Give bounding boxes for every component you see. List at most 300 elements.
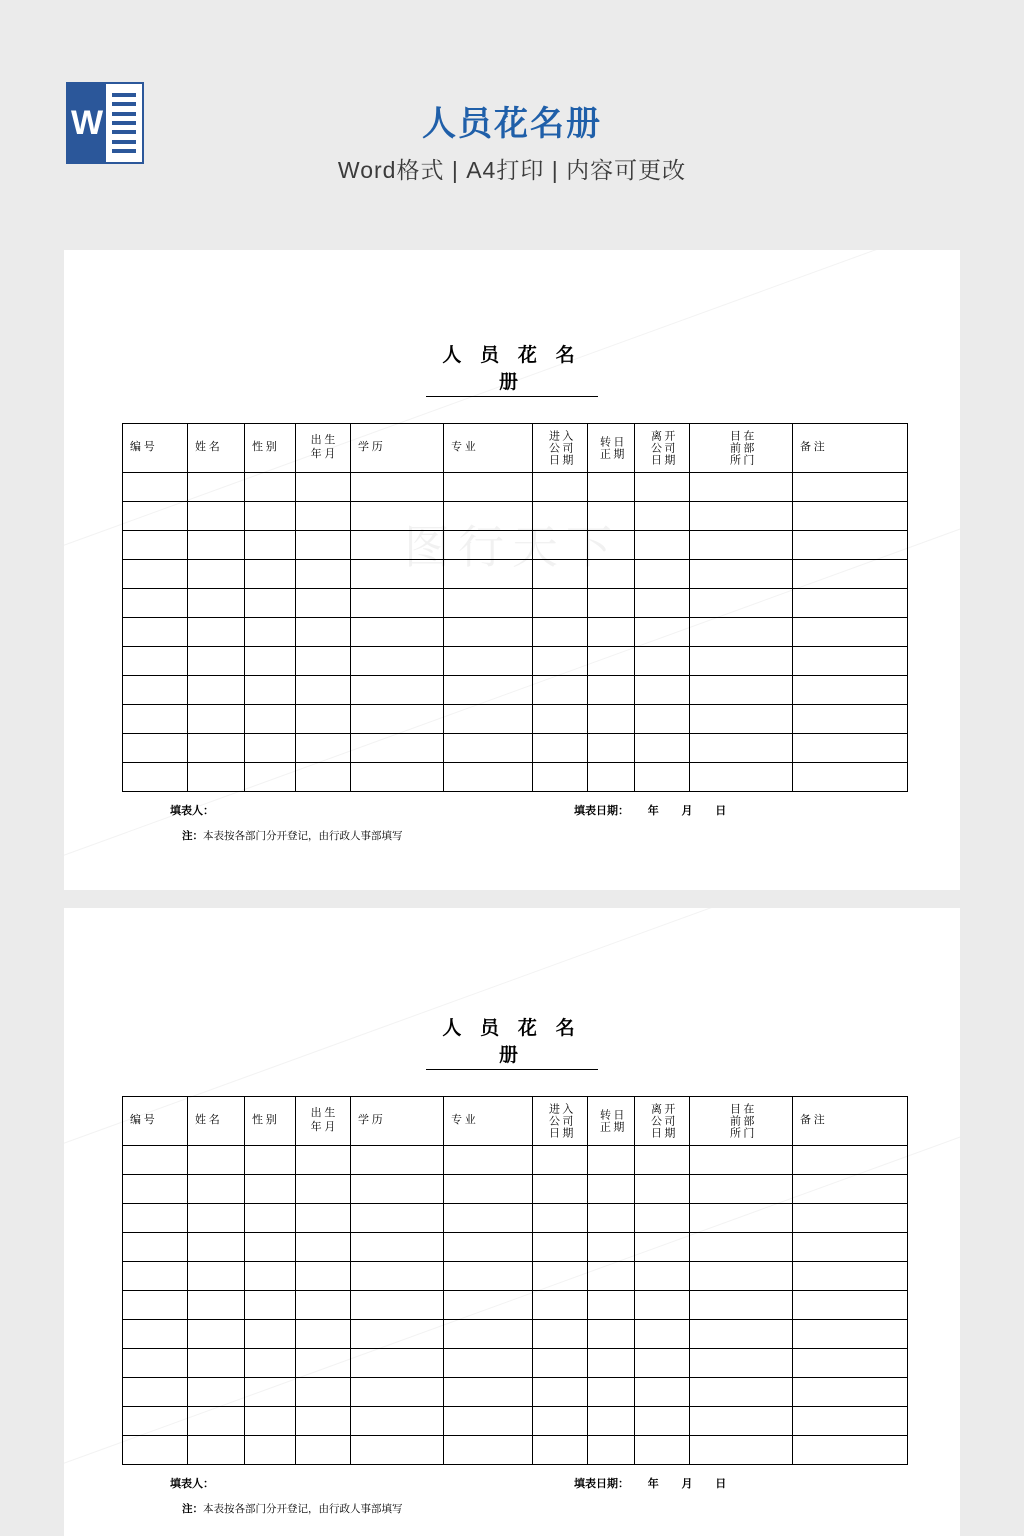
cell[interactable] (588, 1262, 635, 1291)
cell[interactable] (296, 618, 351, 647)
cell[interactable] (123, 1378, 188, 1407)
cell[interactable] (351, 1320, 444, 1349)
cell[interactable] (690, 1378, 793, 1407)
cell[interactable] (444, 589, 533, 618)
cell[interactable] (188, 1407, 245, 1436)
cell[interactable] (635, 1175, 690, 1204)
cell[interactable] (444, 473, 533, 502)
cell[interactable] (123, 1407, 188, 1436)
cell[interactable] (245, 1407, 296, 1436)
form-title-2: 人 员 花 名 册 (426, 908, 598, 1070)
cell[interactable] (690, 531, 793, 560)
page-header (0, 0, 1024, 250)
cell[interactable] (123, 531, 188, 560)
cell[interactable] (793, 763, 908, 792)
cell[interactable] (245, 473, 296, 502)
cell[interactable] (123, 1233, 188, 1262)
cell[interactable] (793, 1233, 908, 1262)
cell[interactable] (444, 734, 533, 763)
cell[interactable] (188, 1349, 245, 1378)
cell[interactable] (690, 1233, 793, 1262)
cell[interactable] (690, 705, 793, 734)
cell[interactable] (635, 647, 690, 676)
cell[interactable] (444, 1291, 533, 1320)
cell[interactable] (351, 1407, 444, 1436)
cell[interactable] (296, 705, 351, 734)
cell[interactable] (245, 1378, 296, 1407)
cell[interactable] (690, 618, 793, 647)
cell[interactable] (635, 1320, 690, 1349)
cell[interactable] (188, 763, 245, 792)
cell[interactable] (444, 560, 533, 589)
cell[interactable] (793, 734, 908, 763)
col-header-regular-date: 转正 日期 (588, 424, 635, 473)
table-row (123, 1262, 908, 1291)
cell[interactable] (245, 1146, 296, 1175)
cell[interactable] (296, 1407, 351, 1436)
cell[interactable] (351, 1233, 444, 1262)
cell[interactable] (245, 676, 296, 705)
cell[interactable] (123, 1349, 188, 1378)
cell[interactable] (188, 1378, 245, 1407)
note-prefix: 注： (182, 1504, 203, 1515)
table-row (123, 560, 908, 589)
cell[interactable] (533, 1378, 588, 1407)
cell[interactable] (351, 763, 444, 792)
cell[interactable] (123, 734, 188, 763)
cell[interactable] (444, 1436, 533, 1465)
roster-table-1 (122, 423, 908, 792)
filler-label: 填表人： (170, 1478, 214, 1490)
cell[interactable] (444, 618, 533, 647)
cell[interactable] (123, 1175, 188, 1204)
cell[interactable] (588, 1291, 635, 1320)
cell[interactable] (588, 1204, 635, 1233)
cell[interactable] (635, 560, 690, 589)
cell[interactable] (533, 1320, 588, 1349)
cell[interactable] (690, 1320, 793, 1349)
cell[interactable] (793, 647, 908, 676)
cell[interactable] (245, 1262, 296, 1291)
fill-date-units: 年 月 日 (647, 805, 737, 817)
cell[interactable] (533, 1407, 588, 1436)
cell[interactable] (444, 1175, 533, 1204)
cell[interactable] (690, 1436, 793, 1465)
cell[interactable] (635, 676, 690, 705)
cell[interactable] (588, 589, 635, 618)
table-row (123, 676, 908, 705)
cell[interactable] (793, 531, 908, 560)
cell[interactable] (635, 1291, 690, 1320)
cell[interactable] (351, 734, 444, 763)
fill-date-units: 年 月 日 (647, 1478, 737, 1490)
cell[interactable] (245, 560, 296, 589)
cell[interactable] (245, 1320, 296, 1349)
cell[interactable] (296, 1291, 351, 1320)
table-row (123, 1320, 908, 1349)
cell[interactable] (444, 1407, 533, 1436)
cell[interactable] (690, 763, 793, 792)
table-row (123, 1204, 908, 1233)
cell[interactable] (123, 705, 188, 734)
cell[interactable] (793, 1175, 908, 1204)
cell[interactable] (793, 1320, 908, 1349)
roster-table-body-1 (123, 473, 908, 792)
roster-table-2 (122, 1096, 908, 1465)
cell[interactable] (533, 1175, 588, 1204)
cell[interactable] (245, 502, 296, 531)
cell[interactable] (351, 1378, 444, 1407)
cell[interactable] (444, 705, 533, 734)
cell[interactable] (444, 531, 533, 560)
cell[interactable] (188, 705, 245, 734)
cell[interactable] (188, 560, 245, 589)
cell[interactable] (533, 1349, 588, 1378)
cell[interactable] (245, 1436, 296, 1465)
col-header-major: 专 业 (444, 424, 533, 473)
cell[interactable] (444, 1146, 533, 1175)
cell[interactable] (188, 531, 245, 560)
cell[interactable] (690, 502, 793, 531)
cell[interactable] (793, 589, 908, 618)
cell[interactable] (351, 705, 444, 734)
cell[interactable] (245, 589, 296, 618)
cell[interactable] (123, 1204, 188, 1233)
cell[interactable] (793, 473, 908, 502)
cell[interactable] (444, 1349, 533, 1378)
cell[interactable] (296, 531, 351, 560)
document-page-1 (64, 250, 960, 890)
cell[interactable] (245, 763, 296, 792)
cell[interactable] (533, 589, 588, 618)
cell[interactable] (296, 589, 351, 618)
cell[interactable] (296, 473, 351, 502)
cell[interactable] (793, 1204, 908, 1233)
note-text: 本表按各部门分开登记，由行政人事部填写 (203, 831, 403, 842)
cell[interactable] (351, 1349, 444, 1378)
cell[interactable] (123, 502, 188, 531)
cell[interactable] (588, 1349, 635, 1378)
cell[interactable] (188, 1146, 245, 1175)
cell[interactable] (123, 589, 188, 618)
cell[interactable] (533, 1146, 588, 1175)
roster-table-body-2 (123, 1146, 908, 1465)
cell[interactable] (690, 1291, 793, 1320)
table-header-row (123, 1097, 908, 1146)
cell[interactable] (588, 763, 635, 792)
table-row (123, 1291, 908, 1320)
cell[interactable] (351, 647, 444, 676)
cell[interactable] (533, 705, 588, 734)
cell[interactable] (533, 560, 588, 589)
col-header-department: 目前所 在部门 (690, 1097, 793, 1146)
cell[interactable] (793, 1262, 908, 1291)
cell[interactable] (588, 1378, 635, 1407)
cell[interactable] (188, 473, 245, 502)
cell[interactable] (444, 1204, 533, 1233)
filler-label: 填表人： (170, 805, 214, 817)
cell[interactable] (351, 1262, 444, 1291)
cell[interactable] (533, 502, 588, 531)
cell[interactable] (588, 647, 635, 676)
cell[interactable] (793, 1291, 908, 1320)
table-row (123, 589, 908, 618)
cell[interactable] (444, 763, 533, 792)
note-prefix: 注： (182, 831, 203, 842)
table-row (123, 531, 908, 560)
cell[interactable] (351, 1146, 444, 1175)
fill-date-group (574, 1475, 736, 1491)
cell[interactable] (245, 1233, 296, 1262)
cell[interactable] (296, 647, 351, 676)
table-header-row (123, 424, 908, 473)
cell[interactable] (444, 1233, 533, 1262)
cell[interactable] (245, 1175, 296, 1204)
cell[interactable] (588, 705, 635, 734)
cell[interactable] (296, 734, 351, 763)
cell[interactable] (635, 502, 690, 531)
cell[interactable] (635, 1436, 690, 1465)
col-header-remark: 备 注 (793, 1097, 908, 1146)
cell[interactable] (588, 560, 635, 589)
cell[interactable] (188, 502, 245, 531)
cell[interactable] (296, 1204, 351, 1233)
cell[interactable] (588, 502, 635, 531)
cell[interactable] (690, 473, 793, 502)
cell[interactable] (123, 473, 188, 502)
form-title-1: 人 员 花 名 册 (426, 250, 598, 397)
col-header-leave-date: 离公日 开司期 (635, 424, 690, 473)
cell[interactable] (245, 1204, 296, 1233)
cell[interactable] (533, 647, 588, 676)
cell[interactable] (245, 734, 296, 763)
cell[interactable] (533, 473, 588, 502)
cell[interactable] (188, 676, 245, 705)
table-row (123, 1407, 908, 1436)
cell[interactable] (444, 502, 533, 531)
cell[interactable] (588, 1436, 635, 1465)
table-row (123, 1146, 908, 1175)
cell[interactable] (635, 734, 690, 763)
cell[interactable] (188, 1320, 245, 1349)
cell[interactable] (444, 676, 533, 705)
form-note-2 (122, 1501, 902, 1516)
table-row (123, 1233, 908, 1262)
cell[interactable] (351, 473, 444, 502)
cell[interactable] (635, 1204, 690, 1233)
word-logo-letter: W (68, 84, 106, 162)
cell[interactable] (588, 734, 635, 763)
cell[interactable] (444, 1320, 533, 1349)
cell[interactable] (793, 1436, 908, 1465)
cell[interactable] (351, 531, 444, 560)
fill-date-label: 填表日期： (574, 1478, 629, 1490)
col-header-birth: 出 生 年 月 (296, 1097, 351, 1146)
cell[interactable] (635, 1233, 690, 1262)
table-row (123, 1378, 908, 1407)
cell[interactable] (296, 1349, 351, 1378)
cell[interactable] (245, 1349, 296, 1378)
table-row (123, 502, 908, 531)
table-row (123, 647, 908, 676)
cell[interactable] (793, 1407, 908, 1436)
cell[interactable] (690, 734, 793, 763)
cell[interactable] (690, 560, 793, 589)
cell[interactable] (351, 1436, 444, 1465)
cell[interactable] (690, 589, 793, 618)
cell[interactable] (588, 531, 635, 560)
cell[interactable] (296, 763, 351, 792)
cell[interactable] (245, 647, 296, 676)
cell[interactable] (188, 618, 245, 647)
cell[interactable] (533, 531, 588, 560)
cell[interactable] (533, 618, 588, 647)
cell[interactable] (351, 560, 444, 589)
cell[interactable] (296, 1175, 351, 1204)
cell[interactable] (123, 1320, 188, 1349)
note-text: 本表按各部门分开登记，由行政人事部填写 (203, 1504, 403, 1515)
cell[interactable] (188, 647, 245, 676)
cell[interactable] (123, 1436, 188, 1465)
cell[interactable] (123, 1262, 188, 1291)
cell[interactable] (533, 1436, 588, 1465)
cell[interactable] (690, 676, 793, 705)
cell[interactable] (635, 589, 690, 618)
cell[interactable] (123, 1146, 188, 1175)
col-header-gender: 性 别 (245, 424, 296, 473)
cell[interactable] (296, 676, 351, 705)
cell[interactable] (351, 618, 444, 647)
col-header-no: 编 号 (123, 424, 188, 473)
cell[interactable] (123, 560, 188, 589)
cell[interactable] (296, 1262, 351, 1291)
col-header-no: 编 号 (123, 1097, 188, 1146)
col-header-regular-date: 转正 日期 (588, 1097, 635, 1146)
cell[interactable] (296, 1378, 351, 1407)
cell[interactable] (188, 1436, 245, 1465)
cell[interactable] (533, 1204, 588, 1233)
cell[interactable] (296, 1320, 351, 1349)
cell[interactable] (690, 1204, 793, 1233)
page-subtitle: Word格式 | A4打印 | 内容可更改 (337, 157, 687, 183)
cell[interactable] (588, 1407, 635, 1436)
cell[interactable] (444, 1262, 533, 1291)
cell[interactable] (793, 705, 908, 734)
cell[interactable] (188, 1262, 245, 1291)
col-header-leave-date: 离公日 开司期 (635, 1097, 690, 1146)
cell[interactable] (188, 1204, 245, 1233)
col-header-remark: 备 注 (793, 424, 908, 473)
cell[interactable] (635, 1378, 690, 1407)
cell[interactable] (351, 676, 444, 705)
form-note-1 (122, 828, 902, 843)
cell[interactable] (533, 763, 588, 792)
cell[interactable] (635, 705, 690, 734)
cell[interactable] (188, 1291, 245, 1320)
table-row (123, 705, 908, 734)
cell[interactable] (296, 1436, 351, 1465)
watermark-text: 图行天下 (404, 522, 620, 574)
cell[interactable] (588, 676, 635, 705)
table-row (123, 473, 908, 502)
cell[interactable] (533, 1233, 588, 1262)
cell[interactable] (296, 1233, 351, 1262)
cell[interactable] (690, 1146, 793, 1175)
cell[interactable] (690, 647, 793, 676)
cell[interactable] (123, 676, 188, 705)
cell[interactable] (793, 618, 908, 647)
cell[interactable] (351, 589, 444, 618)
cell[interactable] (588, 473, 635, 502)
cell[interactable] (793, 560, 908, 589)
cell[interactable] (588, 618, 635, 647)
cell[interactable] (245, 531, 296, 560)
cell[interactable] (188, 1233, 245, 1262)
cell[interactable] (690, 1407, 793, 1436)
cell[interactable] (188, 1175, 245, 1204)
cell[interactable] (351, 502, 444, 531)
form-footer-2 (122, 1475, 902, 1493)
cell[interactable] (635, 1262, 690, 1291)
cell[interactable] (635, 618, 690, 647)
cell[interactable] (690, 1349, 793, 1378)
cell[interactable] (588, 1320, 635, 1349)
cell[interactable] (793, 676, 908, 705)
col-header-education: 学 历 (351, 424, 444, 473)
cell[interactable] (533, 1291, 588, 1320)
cell[interactable] (296, 560, 351, 589)
cell[interactable] (635, 473, 690, 502)
cell[interactable] (533, 1262, 588, 1291)
col-header-major: 专 业 (444, 1097, 533, 1146)
cell[interactable] (635, 531, 690, 560)
cell[interactable] (296, 502, 351, 531)
cell[interactable] (635, 1349, 690, 1378)
cell[interactable] (245, 705, 296, 734)
col-header-education: 学 历 (351, 1097, 444, 1146)
cell[interactable] (188, 734, 245, 763)
cell[interactable] (245, 618, 296, 647)
cell[interactable] (635, 1407, 690, 1436)
cell[interactable] (296, 1146, 351, 1175)
cell[interactable] (588, 1175, 635, 1204)
cell[interactable] (588, 1233, 635, 1262)
cell[interactable] (533, 734, 588, 763)
cell[interactable] (793, 1146, 908, 1175)
cell[interactable] (351, 1291, 444, 1320)
cell[interactable] (690, 1262, 793, 1291)
cell[interactable] (793, 1378, 908, 1407)
cell[interactable] (793, 1349, 908, 1378)
cell[interactable] (588, 1146, 635, 1175)
cell[interactable] (635, 763, 690, 792)
cell[interactable] (690, 1175, 793, 1204)
cell[interactable] (123, 1291, 188, 1320)
cell[interactable] (533, 676, 588, 705)
cell[interactable] (123, 763, 188, 792)
table-row (123, 763, 908, 792)
cell[interactable] (188, 589, 245, 618)
cell[interactable] (351, 1175, 444, 1204)
cell[interactable] (123, 618, 188, 647)
cell[interactable] (123, 647, 188, 676)
cell[interactable] (635, 1146, 690, 1175)
cell[interactable] (793, 502, 908, 531)
cell[interactable] (444, 1378, 533, 1407)
cell[interactable] (245, 1291, 296, 1320)
cell[interactable] (444, 647, 533, 676)
cell[interactable] (351, 1204, 444, 1233)
